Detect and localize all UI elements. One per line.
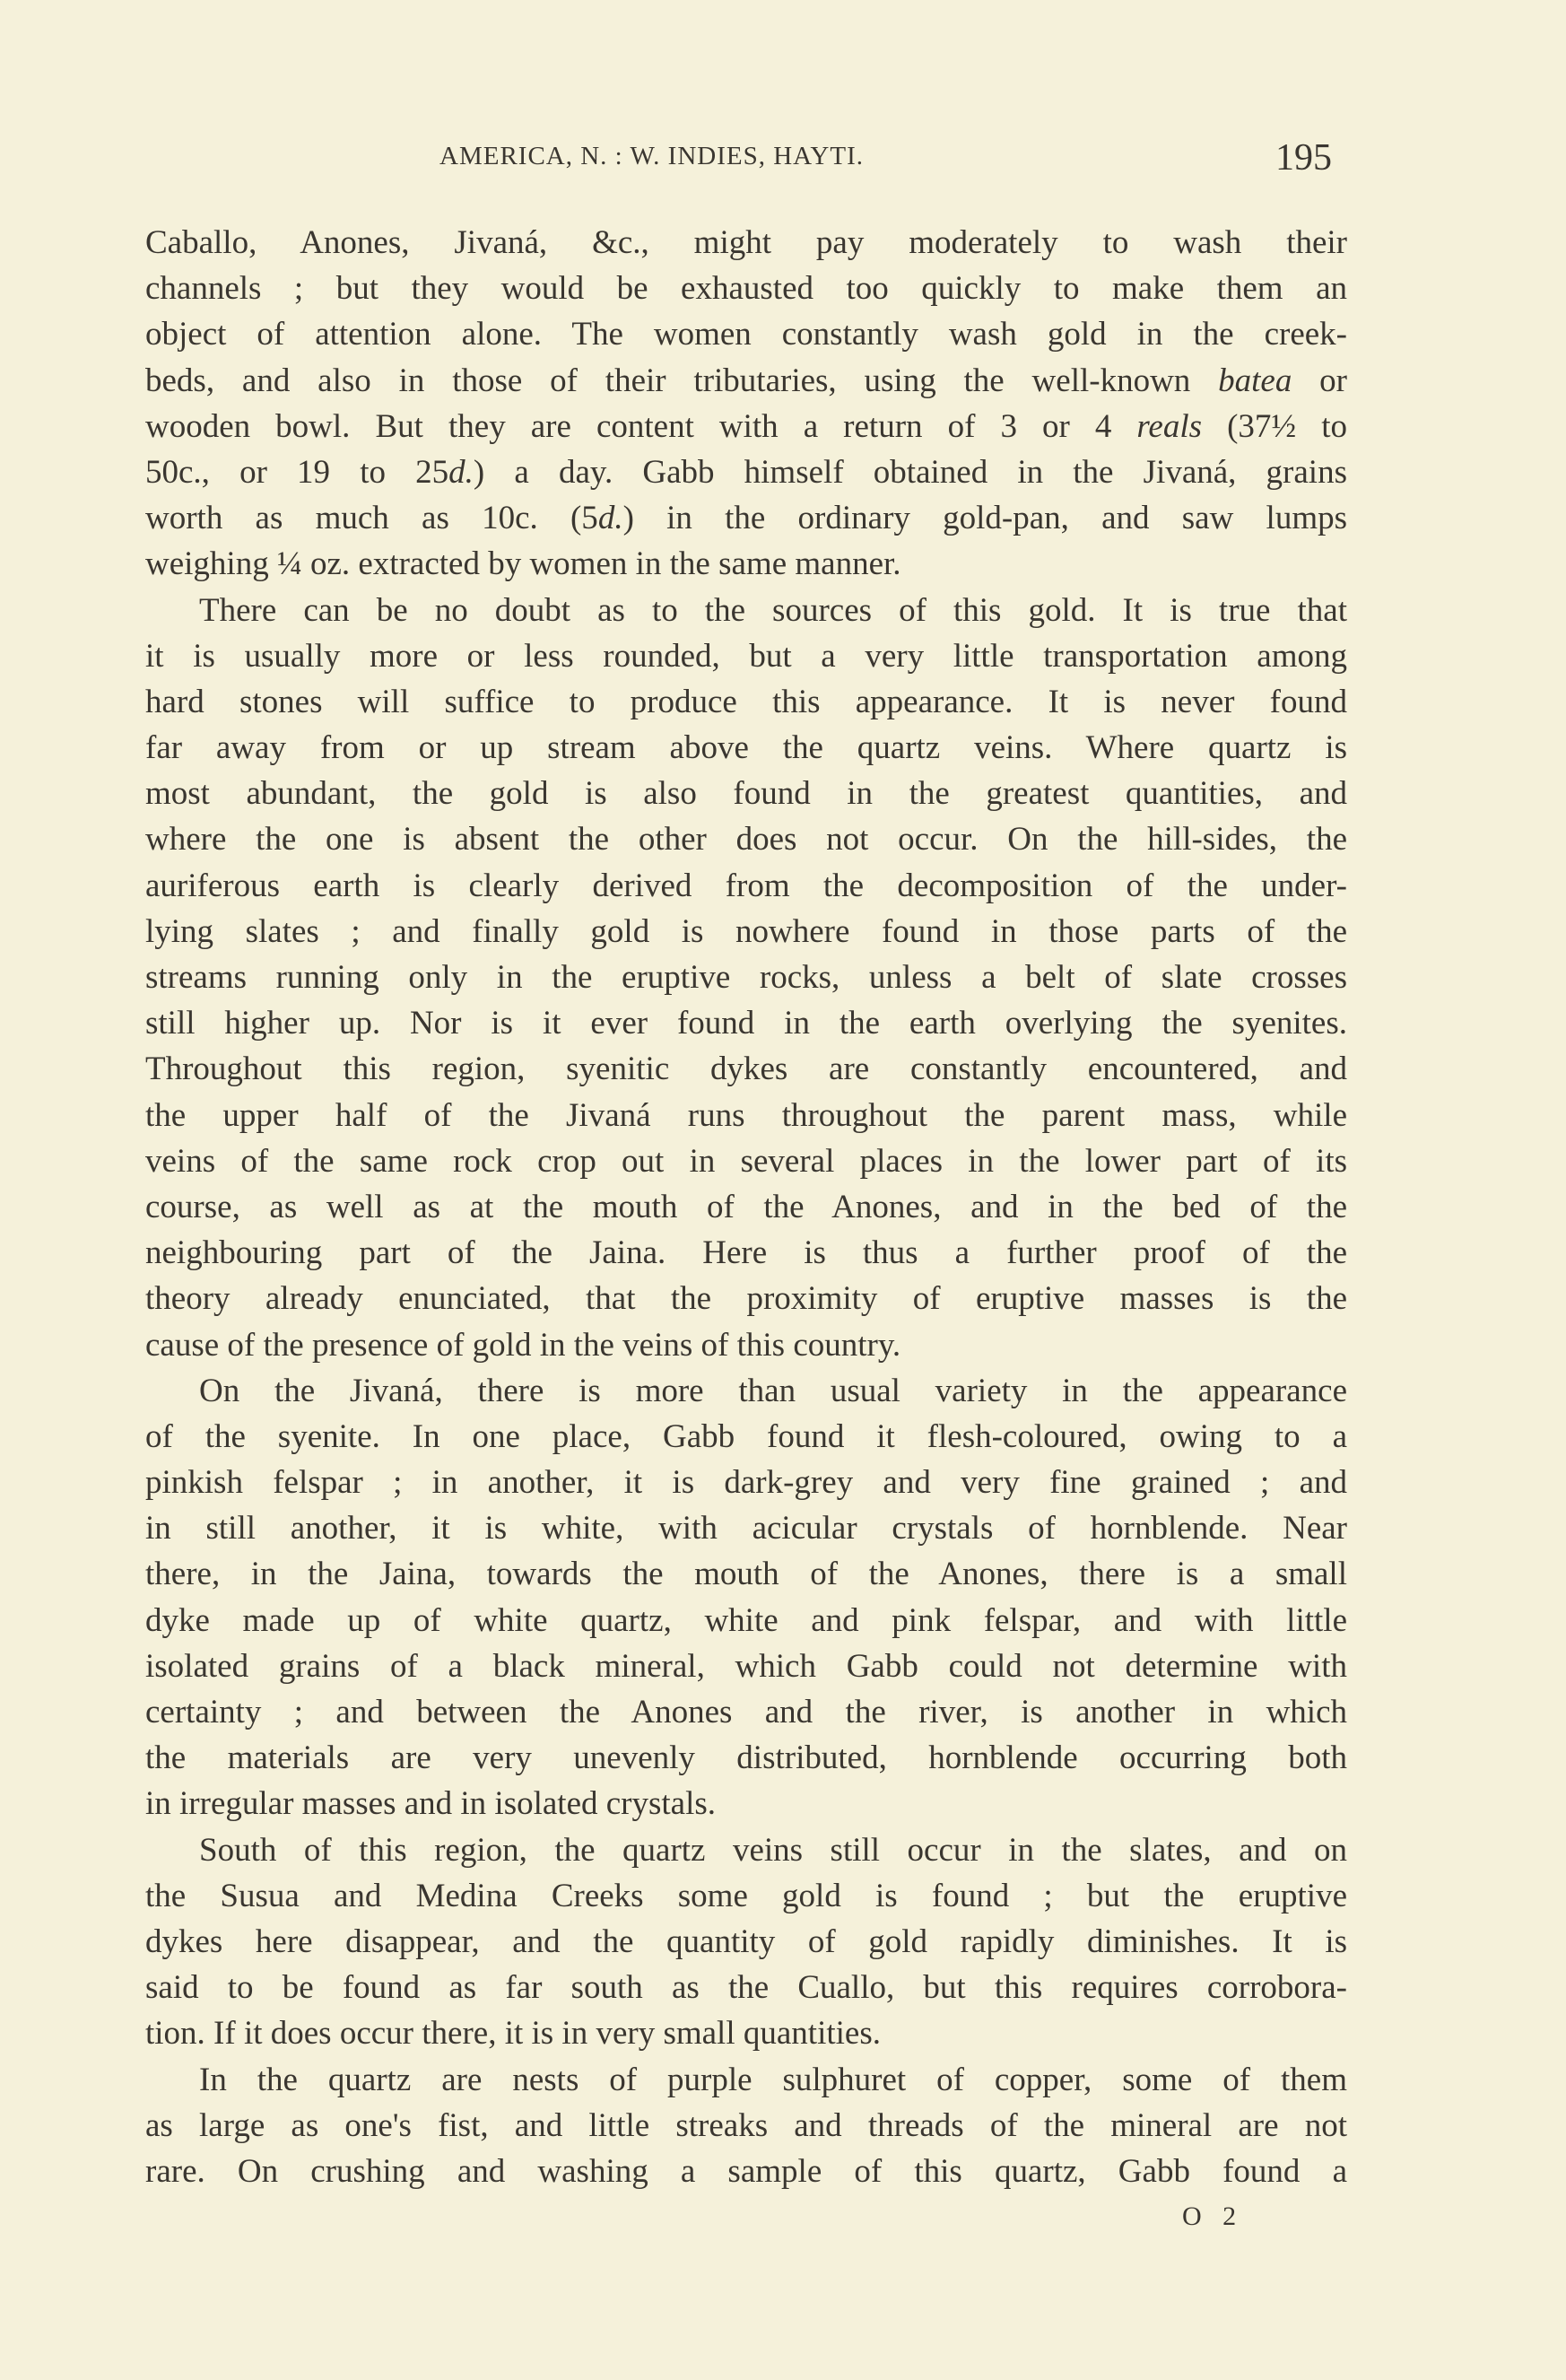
text-line	[145, 1046, 1347, 1092]
text-line	[145, 2149, 1347, 2194]
text-segment: There can be no doubt as to the sources of this gold. It is true that	[199, 591, 1347, 629]
text-segment: where the one is absent the other does not occur. On the hill-sides, the	[145, 821, 1347, 859]
text-segment: said to be found as far south as the Cuallo, but this requires corrobora-	[145, 1969, 1347, 2007]
page-number: 195	[1275, 137, 1332, 179]
text-line	[145, 1735, 1347, 1781]
text-segment: as large as one's fist, and little streaks and threads of the mineral are not	[145, 2106, 1347, 2144]
text-line	[145, 1827, 1347, 1873]
text-line	[145, 1598, 1347, 1643]
text-segment: in still another, it is white, with acicular crystals of hornblende. Near	[145, 1510, 1347, 1547]
text-segment: wooden bowl. But they are content with a return of 3 or 4	[145, 407, 1137, 445]
text-line	[145, 1551, 1347, 1597]
text-segment: 50c., or 19 to 25	[145, 453, 449, 491]
signature-mark: O 2	[1182, 2201, 1244, 2231]
text-segment: veins of the same rock crop out in several places in the lower part of its	[145, 1142, 1347, 1180]
text-line	[145, 1368, 1347, 1414]
text-line	[145, 1689, 1347, 1735]
text-line	[145, 266, 1347, 311]
text-segment: lying slates ; and finally gold is nowhere found in those parts of the	[145, 912, 1347, 950]
text-line	[145, 495, 1347, 541]
italic-text: batea	[1218, 362, 1292, 399]
text-segment: the materials are very unevenly distributed, hornblende occurring both	[145, 1739, 1347, 1777]
text-segment: dyke made up of white quartz, white and pink felspar, and with little	[145, 1601, 1347, 1639]
text-line	[145, 311, 1347, 357]
text-line	[145, 725, 1347, 771]
text-segment: theory already enunciated, that the proximity of eruptive masses is the	[145, 1280, 1347, 1318]
text-line	[145, 863, 1347, 909]
text-segment: there, in the Jaina, towards the mouth of the Anones, there is a small	[145, 1556, 1347, 1593]
text-segment: pinkish felspar ; in another, it is dark-grey and very fine grained ; and	[145, 1464, 1347, 1502]
text-segment: or	[1292, 362, 1347, 399]
text-line	[145, 1322, 1347, 1368]
text-line	[145, 1460, 1347, 1505]
text-line	[145, 679, 1347, 725]
text-segment: streams running only in the eruptive rocks, unless a belt of slate crosses	[145, 959, 1347, 996]
text-line	[145, 1643, 1347, 1689]
text-line	[145, 1230, 1347, 1276]
text-segment: ) in the ordinary gold-pan, and saw lumps	[622, 500, 1348, 537]
text-segment: object of attention alone. The women constantly wash gold in the creek-	[145, 316, 1347, 353]
italic-text: d.	[597, 500, 623, 537]
text-line	[145, 1781, 1347, 1826]
text-line	[145, 1276, 1347, 1321]
text-segment: Caballo, Anones, Jivaná, &c., might pay moderately to wash their	[145, 224, 1347, 261]
text-line	[145, 1414, 1347, 1460]
text-line	[145, 771, 1347, 816]
text-line	[145, 1919, 1347, 1965]
text-segment: hard stones will suffice to produce this appearance. It is never found	[145, 683, 1347, 720]
text-segment: most abundant, the gold is also found in the greatest quantities, and	[145, 775, 1347, 813]
text-line	[145, 1965, 1347, 2010]
text-segment: worth as much as 10c. (5	[145, 500, 598, 537]
text-segment: tion. If it does occur there, it is in very small quantities.	[145, 2015, 881, 2053]
text-segment: the Susua and Medina Creeks some gold is found ; but the eruptive	[145, 1877, 1347, 1914]
italic-text: d.	[448, 453, 474, 491]
text-line	[145, 1873, 1347, 1919]
text-line	[145, 1184, 1347, 1230]
text-line	[145, 816, 1347, 862]
text-line	[145, 955, 1347, 1000]
text-segment: Throughout this region, syenitic dykes are constantly encountered, and	[145, 1051, 1347, 1088]
text-segment: weighing ¼ oz. extracted by women in the same manner.	[145, 545, 901, 583]
text-line	[145, 1505, 1347, 1551]
text-line	[145, 2057, 1347, 2103]
running-head-title: AMERICA, N. : W. INDIES, HAYTI.	[439, 142, 864, 170]
text-line	[145, 2010, 1347, 2056]
text-segment: (37½ to	[1202, 407, 1347, 445]
text-line	[145, 449, 1347, 495]
text-segment: isolated grains of a black mineral, which Gabb could not determine with	[145, 1647, 1347, 1685]
italic-text: reals	[1136, 407, 1203, 445]
text-segment: course, as well as at the mouth of the Anones, and in the bed of the	[145, 1188, 1347, 1225]
text-line	[145, 588, 1347, 633]
text-line	[145, 2103, 1347, 2149]
text-line	[145, 404, 1347, 449]
text-segment: cause of the presence of gold in the veins of this country.	[145, 1326, 901, 1364]
text-segment: neighbouring part of the Jaina. Here is thus a further proof of the	[145, 1234, 1347, 1272]
text-segment: still higher up. Nor is it ever found in the earth overlying the syenites.	[145, 1005, 1347, 1042]
text-segment: On the Jivaná, there is more than usual variety in the appearance	[199, 1372, 1347, 1409]
text-segment: it is usually more or less rounded, but a very little transportation among	[145, 637, 1347, 675]
text-segment: beds, and also in those of their tributaries, using the well-known	[145, 362, 1219, 399]
text-line	[145, 1138, 1347, 1184]
text-segment: ) a day. Gabb himself obtained in the Jivaná, grains	[473, 453, 1347, 491]
text-line	[145, 1093, 1347, 1138]
text-segment: far away from or up stream above the quartz veins. Where quartz is	[145, 729, 1347, 767]
text-segment: channels ; but they would be exhausted too quickly to make them an	[145, 270, 1347, 308]
text-segment: In the quartz are nests of purple sulphuret of copper, some of them	[199, 2061, 1347, 2098]
body-text	[145, 220, 1347, 2194]
text-segment: certainty ; and between the Anones and the river, is another in which	[145, 1694, 1347, 1731]
text-line	[145, 220, 1347, 266]
text-segment: the upper half of the Jivaná runs throughout the parent mass, while	[145, 1096, 1347, 1134]
text-segment: in irregular masses and in isolated crystals.	[145, 1785, 717, 1823]
text-line	[145, 1000, 1347, 1046]
text-line	[145, 909, 1347, 955]
text-segment: dykes here disappear, and the quantity of gold rapidly diminishes. It is	[145, 1922, 1347, 1960]
text-segment: auriferous earth is clearly derived from the decomposition of the under-	[145, 867, 1347, 904]
text-segment: rare. On crushing and washing a sample of this quartz, Gabb found a	[145, 2152, 1347, 2190]
text-line	[145, 358, 1347, 404]
text-line	[145, 541, 1347, 587]
running-head	[0, 136, 1566, 181]
text-line	[145, 633, 1347, 679]
text-segment: South of this region, the quartz veins still occur in the slates, and on	[199, 1831, 1347, 1869]
text-segment: of the syenite. In one place, Gabb found it flesh-coloured, owing to a	[145, 1417, 1347, 1455]
